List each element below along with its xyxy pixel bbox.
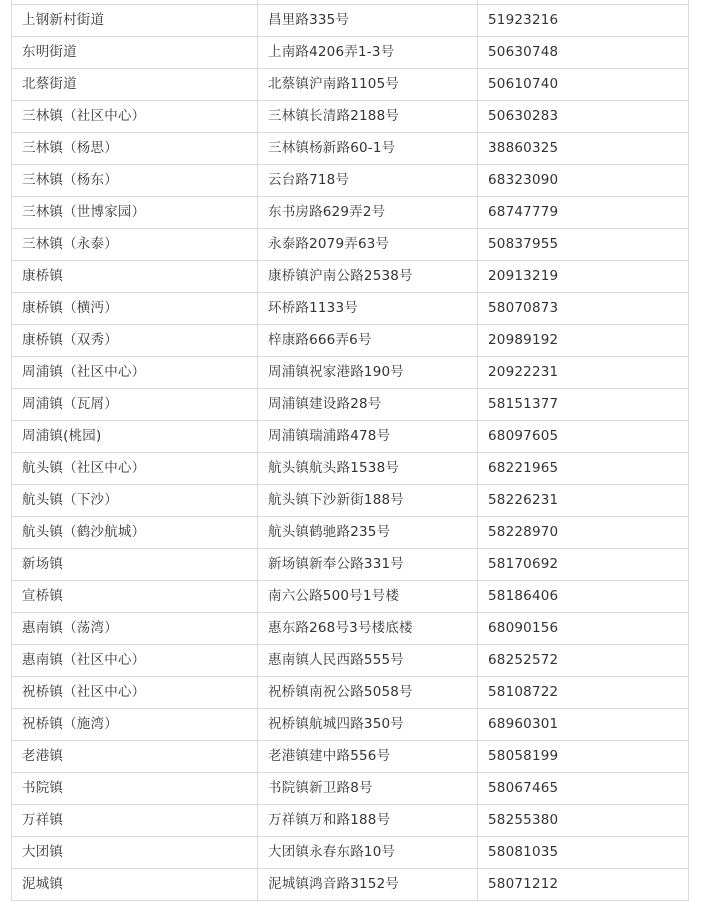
table-row <box>12 773 689 805</box>
phone-cell: 58226231 <box>478 485 689 517</box>
table-row <box>12 69 689 101</box>
phone-cell: 68252572 <box>478 645 689 677</box>
phone-cell: 58067465 <box>478 773 689 805</box>
phone-cell: 68960301 <box>478 709 689 741</box>
address-cell: 航头镇鹤驰路235号 <box>258 517 478 549</box>
phone-cell: 58108722 <box>478 677 689 709</box>
location-cell: 周浦镇(桃园) <box>12 421 258 453</box>
address-cell: 书院镇新卫路8号 <box>258 773 478 805</box>
location-cell: 三林镇（世博家园） <box>12 197 258 229</box>
table-row <box>12 613 689 645</box>
location-cell: 三林镇（杨东） <box>12 165 258 197</box>
phone-cell: 68323090 <box>478 165 689 197</box>
phone-cell: 50610740 <box>478 69 689 101</box>
table-row <box>12 5 689 37</box>
address-cell: 南六公路500号1号楼 <box>258 581 478 613</box>
table-row <box>12 421 689 453</box>
address-cell: 新场镇新奉公路331号 <box>258 549 478 581</box>
table-row <box>12 453 689 485</box>
address-cell: 祝桥镇南祝公路5058号 <box>258 677 478 709</box>
address-cell: 上南路4206弄1-3号 <box>258 37 478 69</box>
phone-cell: 58070873 <box>478 293 689 325</box>
table-row <box>12 645 689 677</box>
address-cell: 泥城镇鸿音路3152号 <box>258 869 478 901</box>
table-row <box>12 837 689 869</box>
location-cell: 航头镇（鹤沙航城） <box>12 517 258 549</box>
location-cell: 航头镇（社区中心） <box>12 453 258 485</box>
table-row <box>12 229 689 261</box>
location-cell: 东明街道 <box>12 37 258 69</box>
location-cell: 康桥镇（双秀） <box>12 325 258 357</box>
phone-cell: 50837955 <box>478 229 689 261</box>
location-cell: 新场镇 <box>12 549 258 581</box>
phone-cell: 50630283 <box>478 101 689 133</box>
location-cell: 周浦镇（瓦屑） <box>12 389 258 421</box>
table-row <box>12 37 689 69</box>
phone-cell: 58081035 <box>478 837 689 869</box>
location-cell: 航头镇（下沙） <box>12 485 258 517</box>
location-cell: 祝桥镇（施湾） <box>12 709 258 741</box>
location-cell: 老港镇 <box>12 741 258 773</box>
table-row <box>12 805 689 837</box>
location-cell: 万祥镇 <box>12 805 258 837</box>
address-cell: 祝桥镇航城四路350号 <box>258 709 478 741</box>
table-row <box>12 133 689 165</box>
location-cell: 上钢新村街道 <box>12 5 258 37</box>
table-row <box>12 325 689 357</box>
table-row <box>12 293 689 325</box>
location-cell: 北蔡街道 <box>12 69 258 101</box>
phone-cell: 68090156 <box>478 613 689 645</box>
location-cell: 三林镇（杨思） <box>12 133 258 165</box>
address-cell: 环桥路1133号 <box>258 293 478 325</box>
address-cell: 三林镇长清路2188号 <box>258 101 478 133</box>
address-cell: 航头镇下沙新街188号 <box>258 485 478 517</box>
phone-cell: 58058199 <box>478 741 689 773</box>
address-cell: 昌里路335号 <box>258 5 478 37</box>
phone-cell: 58170692 <box>478 549 689 581</box>
address-cell: 万祥镇万和路188号 <box>258 805 478 837</box>
table-row <box>12 261 689 293</box>
phone-cell: 20989192 <box>478 325 689 357</box>
location-cell: 祝桥镇（社区中心） <box>12 677 258 709</box>
phone-cell: 68097605 <box>478 421 689 453</box>
phone-cell: 50630748 <box>478 37 689 69</box>
address-cell: 周浦镇祝家港路190号 <box>258 357 478 389</box>
table-row <box>12 549 689 581</box>
address-cell: 周浦镇建设路28号 <box>258 389 478 421</box>
location-cell: 三林镇（永泰） <box>12 229 258 261</box>
table-body <box>12 0 689 901</box>
table-row <box>12 165 689 197</box>
table-row <box>12 197 689 229</box>
address-cell: 永泰路2079弄63号 <box>258 229 478 261</box>
table-row <box>12 357 689 389</box>
phone-cell: 68747779 <box>478 197 689 229</box>
location-cell: 惠南镇（荡湾） <box>12 613 258 645</box>
location-cell: 康桥镇（横沔） <box>12 293 258 325</box>
location-cell: 大团镇 <box>12 837 258 869</box>
table-row <box>12 389 689 421</box>
address-cell: 东书房路629弄2号 <box>258 197 478 229</box>
address-cell: 康桥镇沪南公路2538号 <box>258 261 478 293</box>
address-cell: 云台路718号 <box>258 165 478 197</box>
phone-cell: 51923216 <box>478 5 689 37</box>
table-row <box>12 709 689 741</box>
service-center-table <box>11 0 689 901</box>
address-cell: 梓康路666弄6号 <box>258 325 478 357</box>
location-cell: 书院镇 <box>12 773 258 805</box>
phone-cell: 68221965 <box>478 453 689 485</box>
table-row <box>12 101 689 133</box>
table-row <box>12 485 689 517</box>
address-cell: 航头镇航头路1538号 <box>258 453 478 485</box>
address-cell: 北蔡镇沪南路1105号 <box>258 69 478 101</box>
phone-cell: 58151377 <box>478 389 689 421</box>
address-cell: 大团镇永春东路10号 <box>258 837 478 869</box>
address-cell: 惠东路268号3号楼底楼 <box>258 613 478 645</box>
location-cell: 三林镇（社区中心） <box>12 101 258 133</box>
table-row <box>12 517 689 549</box>
table-row <box>12 677 689 709</box>
address-cell: 周浦镇瑞浦路478号 <box>258 421 478 453</box>
phone-cell: 38860325 <box>478 133 689 165</box>
table-row <box>12 741 689 773</box>
phone-cell: 58255380 <box>478 805 689 837</box>
table-row <box>12 581 689 613</box>
location-cell: 泥城镇 <box>12 869 258 901</box>
address-cell: 三林镇杨新路60-1号 <box>258 133 478 165</box>
table-row <box>12 869 689 901</box>
phone-cell: 58071212 <box>478 869 689 901</box>
location-cell: 宣桥镇 <box>12 581 258 613</box>
service-center-table-container <box>11 0 688 901</box>
location-cell: 周浦镇（社区中心） <box>12 357 258 389</box>
location-cell: 康桥镇 <box>12 261 258 293</box>
location-cell: 惠南镇（社区中心） <box>12 645 258 677</box>
phone-cell: 58228970 <box>478 517 689 549</box>
address-cell: 老港镇建中路556号 <box>258 741 478 773</box>
phone-cell: 20922231 <box>478 357 689 389</box>
address-cell: 惠南镇人民西路555号 <box>258 645 478 677</box>
phone-cell: 58186406 <box>478 581 689 613</box>
phone-cell: 20913219 <box>478 261 689 293</box>
